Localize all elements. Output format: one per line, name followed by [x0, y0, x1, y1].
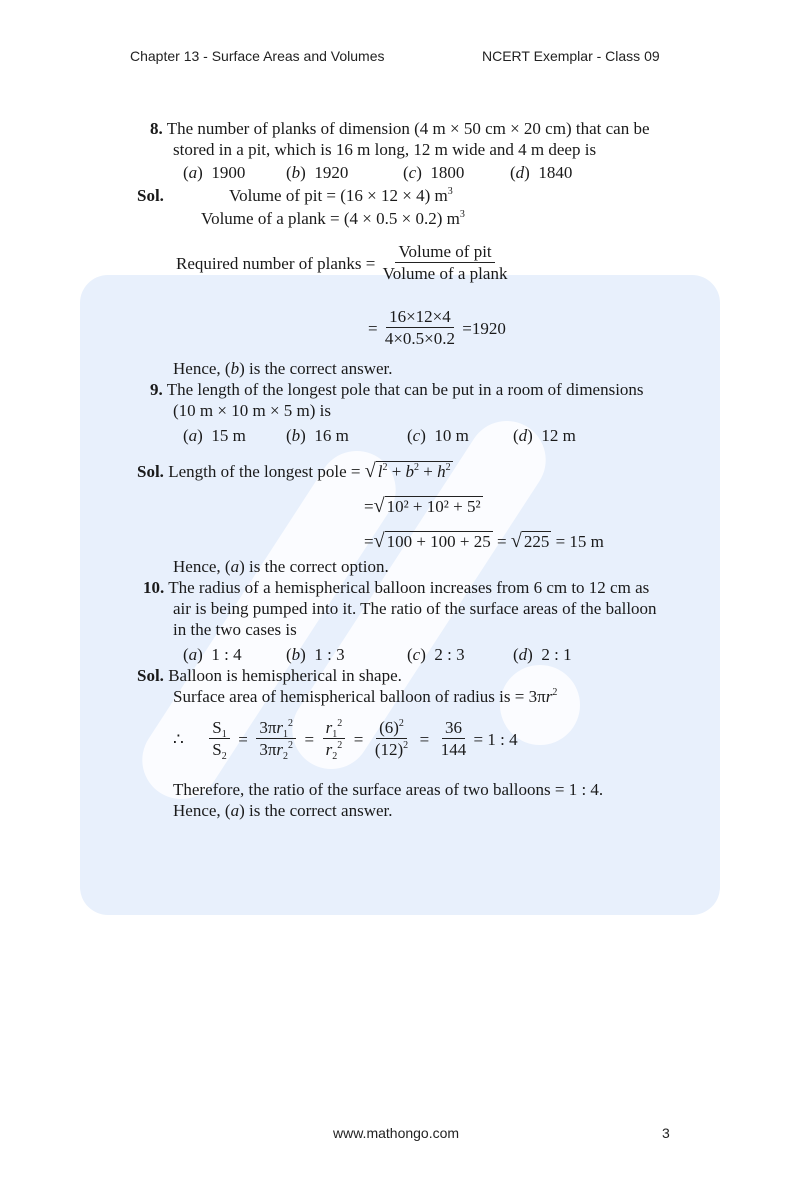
header-book-title: NCERT Exemplar - Class 09: [482, 48, 660, 64]
q9-number: 9.: [150, 380, 163, 399]
q10-final-line1: Therefore, the ratio of the surface areas of two balloons = 1 : 4.: [173, 780, 604, 799]
q8-fraction-numbers: $\frac{16\times 12\times 4}{4\times 0.5\times 0.2}$: [384, 307, 456, 348]
q8-sol-label: Sol.: [137, 186, 164, 205]
q8-option-c: (c) 1800: [403, 163, 465, 182]
q9-options: [183, 425, 576, 446]
q8-calc-eq: = $\frac{16\times 12\times 4}{4\times 0.5\times 0.2}$ =1920: [368, 307, 506, 348]
footer-page-number: 3: [662, 1125, 670, 1141]
q8-option-d: (d) 1840: [510, 163, 573, 182]
q8-number: 8.: [150, 119, 163, 138]
q8-option-b: (b) 1920: [286, 163, 349, 182]
q10-option-b: (b) 1 : 3: [286, 645, 345, 664]
q10-ratio-eq: ∴ $\frac{S_1}{S_2}$ = $\frac{3\pi r_1^2}{3\pi r_2^2}$ = $\frac{r_1^2}{r_2^2}$ = $\frac{(6)^2}{(12)^2}$ = $\frac{36}{144}$ = 1 : 4: [173, 718, 518, 762]
q10-text-3: in the two cases is: [173, 620, 297, 639]
q10-sol-line2: Surface area of hemispherical balloon of radius is = $3\pi r^2$: [173, 687, 558, 706]
q9-option-c: (c) 10 m: [407, 426, 469, 445]
q10-option-c: (c) 2 : 3: [407, 645, 465, 664]
q8-fraction-volumes: $\frac{\text{Volume of pit}}{\text{Volume of a plank}}$: [382, 242, 508, 283]
q10-option-d: (d) 2 : 1: [513, 645, 572, 664]
q9-text-1: The length of the longest pole that can be put in a room of dimensions: [166, 380, 644, 399]
q9-sol-line1: Sol. Length of the longest pole = √ $l^2 + b^2 + h^2$: [137, 460, 451, 482]
q9-sol-label: Sol.: [137, 462, 164, 481]
q9-option-d: (d) 12 m: [513, 426, 576, 445]
q10-number: 10.: [143, 578, 165, 597]
q10-sol-label: Sol.: [137, 666, 164, 685]
q9-step3: =√ 100 + 100 + 25 = √ 225 = 15 m: [364, 530, 604, 552]
q8-line1: [150, 118, 650, 139]
q8-conclusion: Hence, (b) is the correct answer.: [173, 359, 393, 378]
q9-text-2: (10 m × 10 m × 5 m) is: [173, 401, 332, 420]
footer-website-link[interactable]: www.mathongo.com: [333, 1125, 460, 1141]
q8-vol-plank: Volume of a plank = (4 × 0.5 × 0.2) $m^3$: [201, 209, 465, 228]
q8-vol-pit: Volume of pit = (16 × 12 × 4) $m^3$: [229, 186, 453, 205]
q10-line1: [143, 577, 649, 598]
q10-conclusion: Hence, (a) is the correct answer.: [173, 801, 393, 820]
q9-step2: =√ 10² + 10² + 5²: [364, 495, 481, 517]
q9-line1: [150, 379, 644, 400]
q10-option-a: (a) 1 : 4: [183, 645, 242, 664]
q8-options: [183, 162, 572, 183]
q10-text-1: The radius of a hemispherical balloon increases from 6 cm to 12 cm as: [168, 578, 650, 597]
q8-text-2: stored in a pit, which is 16 m long, 12 m wide and 4 m deep is: [173, 140, 597, 159]
q10-options: [183, 644, 572, 665]
q10-sol-line1: Sol. Balloon is hemispherical in shape.: [137, 666, 402, 685]
q9-option-b: (b) 16 m: [286, 426, 349, 445]
q9-option-a: (a) 15 m: [183, 426, 246, 445]
header-chapter-title: Chapter 13 - Surface Areas and Volumes: [130, 48, 385, 64]
q10-text-2: air is being pumped into it. The ratio of the surface areas of the balloon: [173, 599, 657, 618]
q8-required-eq: Required number of planks = $\frac{\text{Volume of pit}}{\text{Volume of a plank}}$: [176, 242, 510, 285]
q9-conclusion: Hence, (a) is the correct option.: [173, 557, 389, 576]
q8-text-1: The number of planks of dimension (4 m × 50 cm × 20 cm) that can be: [166, 119, 650, 138]
q8-option-a: (a) 1900: [183, 163, 246, 182]
